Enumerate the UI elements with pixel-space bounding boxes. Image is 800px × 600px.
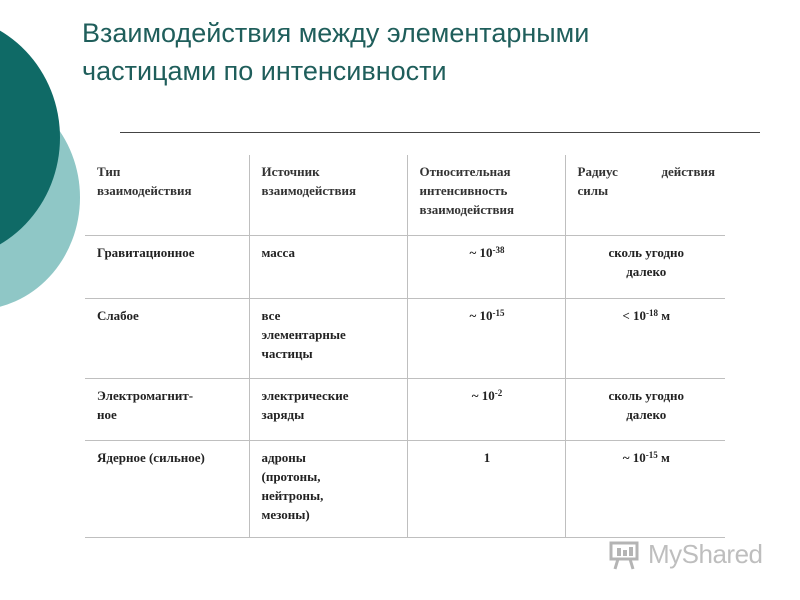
myshared-logo-text: MyShared [648, 538, 763, 569]
cell-intensity: 1 [407, 440, 565, 537]
title-divider [120, 132, 760, 133]
cell-radius: < $10^{-18}$ м [565, 298, 725, 378]
interactions-table [85, 155, 725, 538]
cell-source: масса [249, 235, 407, 298]
table-header-row [85, 155, 725, 235]
header-source: Источник взаимодействия [249, 155, 407, 235]
cell-radius: сколь угодно далеко [565, 378, 725, 440]
cell-type: Электромагнит- ное [85, 378, 249, 440]
cell-source: адроны (протоны, нейтроны, мезоны) [249, 440, 407, 537]
cell-source: все элементарные частицы [249, 298, 407, 378]
header-intensity: Относительная интенсивность взаимодействия [407, 155, 565, 235]
table-row [85, 235, 725, 298]
header-radius: Радиус действия силы [565, 155, 725, 235]
cell-radius: сколь угодно далеко [565, 235, 725, 298]
cell-intensity: ~ $10^{-15}$ [407, 298, 565, 378]
header-type: Тип взаимодействия [85, 155, 249, 235]
cell-radius: ~ $10^{-15}$ м [565, 440, 725, 537]
table-row [85, 378, 725, 440]
table-row [85, 440, 725, 537]
cell-type: Слабое [85, 298, 249, 378]
presentation-board-icon [608, 537, 642, 571]
myshared-logo [608, 537, 763, 571]
slide-title [82, 14, 722, 90]
cell-intensity: ~ $10^{-38}$ [407, 235, 565, 298]
cell-type: Гравитационное [85, 235, 249, 298]
cell-source: электрические заряды [249, 378, 407, 440]
title-line-2: частицами по интенсивности [82, 56, 447, 86]
cell-type: Ядерное (сильное) [85, 440, 249, 537]
cell-intensity: ~ $10^{-2}$ [407, 378, 565, 440]
title-line-1: Взаимодействия между элементарными [82, 18, 590, 48]
table-row [85, 298, 725, 378]
